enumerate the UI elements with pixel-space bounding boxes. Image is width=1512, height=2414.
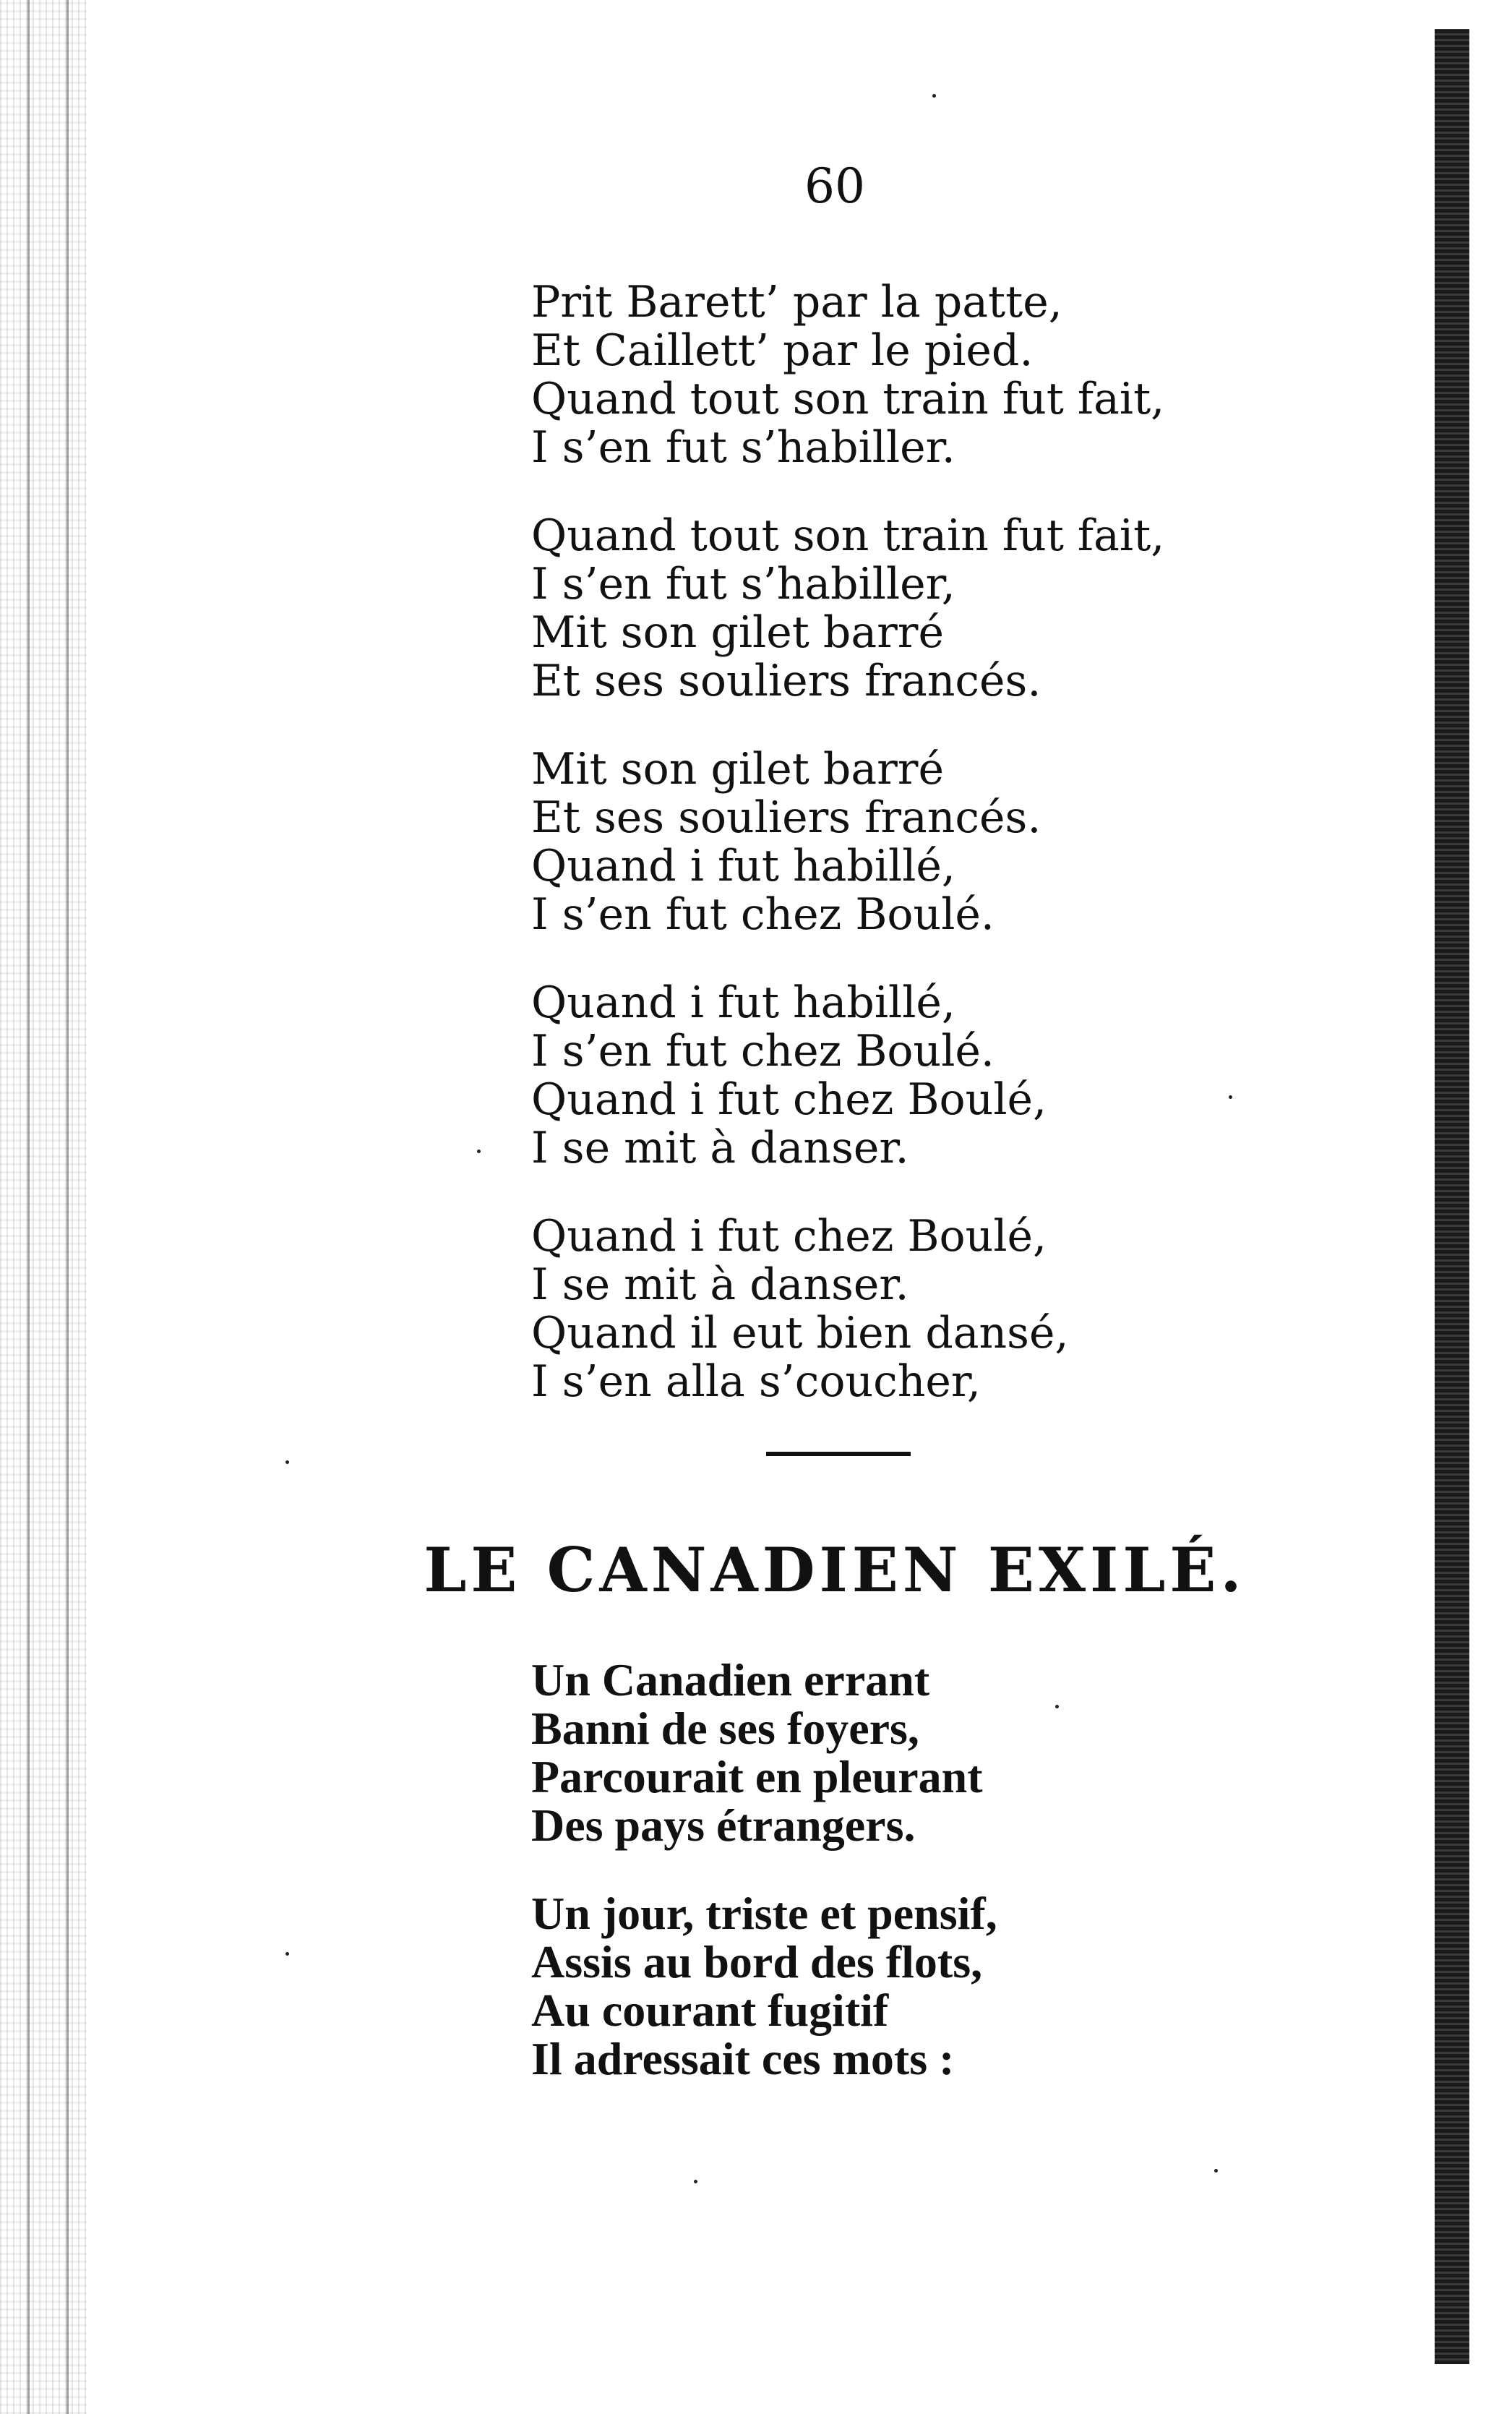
gutter-line [66, 0, 69, 2414]
stanza [531, 979, 1341, 1173]
verse-line: Quand il eut bien dansé, [531, 1308, 1069, 1358]
page-edge-shadow [1435, 29, 1469, 2364]
verse-line: Quand i fut habillé, [531, 841, 955, 891]
verse-line: Des pays étrangers. [531, 1799, 916, 1851]
stanza [531, 1656, 1341, 1849]
verse-line: Assis au bord des flots, [531, 1936, 983, 1987]
stanza [531, 512, 1341, 706]
verse-line: Au courant fugitif [531, 1985, 889, 2036]
scan-speck [477, 1150, 481, 1153]
scan-speck [285, 1460, 289, 1464]
stanza [531, 1889, 1341, 2083]
verse-line: Quand i fut habillé, [531, 977, 955, 1028]
verse-line: I s’en fut chez Boulé. [531, 889, 995, 940]
verse-line: Quand i fut chez Boulé, [531, 1211, 1047, 1262]
scan-speck [932, 94, 936, 98]
song-verses [531, 278, 1341, 1446]
verse-line: Mit son gilet barré [531, 744, 944, 795]
song-title: LE CANADIEN EXILÉ. [424, 1534, 1246, 1606]
verse-line: Un jour, triste et pensif, [531, 1888, 997, 1939]
verse-line: I s’en fut chez Boulé. [531, 1026, 995, 1077]
stanza [531, 1212, 1341, 1406]
scan-speck [1214, 2169, 1218, 2173]
verse-line: I se mit à danser. [531, 1123, 909, 1173]
stanza [531, 278, 1341, 472]
verse-line: Et Caillett’ par le pied. [531, 325, 1034, 376]
verse-line: Quand i fut chez Boulé, [531, 1074, 1047, 1125]
page-number: 60 [804, 158, 865, 214]
verse-line: Mit son gilet barré [531, 607, 944, 658]
verse-line: I s’en fut s’habiller, [531, 559, 955, 609]
verse-line: Quand tout son train fut fait, [531, 374, 1165, 424]
stanza [531, 745, 1341, 939]
verse-line: I se mit à danser. [531, 1259, 909, 1310]
section-separator-rule [766, 1452, 911, 1456]
scan-speck [1055, 1705, 1059, 1708]
song-verses [531, 1656, 1341, 2123]
gutter-line [27, 0, 30, 2414]
scan-speck [694, 2180, 697, 2183]
scan-speck [1229, 1095, 1232, 1099]
verse-line: Et ses souliers francés. [531, 792, 1041, 843]
verse-line: Parcourait en pleurant [531, 1751, 983, 1802]
verse-line: Prit Barett’ par la patte, [531, 277, 1062, 328]
scan-speck [285, 1952, 289, 1956]
verse-line: Et ses souliers francés. [531, 656, 1041, 706]
verse-line: Banni de ses foyers, [531, 1703, 919, 1754]
verse-line: Quand tout son train fut fait, [531, 510, 1165, 561]
verse-line: I s’en fut s’habiller. [531, 422, 955, 473]
verse-line: I s’en alla s’coucher, [531, 1356, 981, 1407]
scanned-binding-gutter [0, 0, 87, 2414]
verse-line: Il adressait ces mots : [531, 2033, 955, 2084]
verse-line: Un Canadien errant [531, 1654, 930, 1705]
